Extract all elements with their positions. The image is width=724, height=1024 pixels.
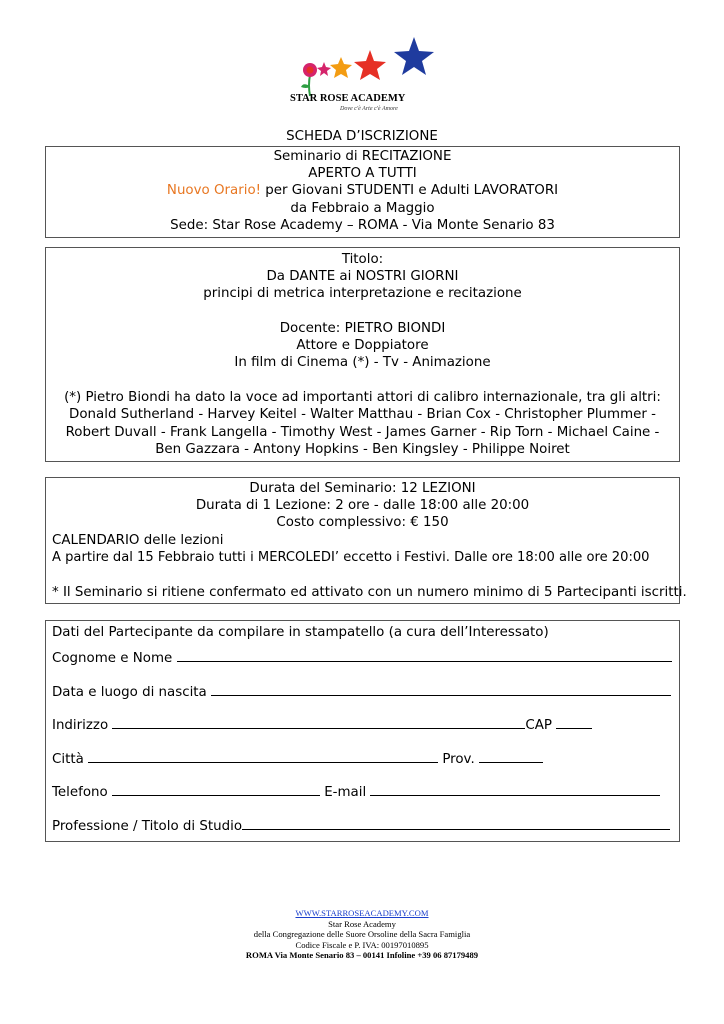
email-field[interactable] [370, 782, 660, 796]
logo-name: STAR ROSE ACADEMY [290, 93, 406, 104]
teacher-role: Attore e Doppiatore [296, 338, 429, 353]
province-field[interactable] [479, 749, 543, 763]
confirmation-note-bold: un numero minimo di 5 Partecipanti iscritti [395, 585, 683, 600]
course-subtitle: principi di metrica interpretazione e recitazione [203, 286, 522, 301]
birth-row [52, 682, 673, 702]
form-title: SCHEDA D’ISCRIZIONE [286, 129, 438, 144]
surname-name-field[interactable] [177, 648, 672, 662]
confirmation-note-start: * Il Seminario si ritiene confermato ed attivato con [52, 585, 396, 600]
lesson-duration-label: Durata di 1 Lezione: [195, 498, 336, 513]
footer-congregation: della Congregazione delle Suore Orsoline della Sacra Famiglia [253, 929, 471, 940]
footer-tax-code: Codice Fiscale e P. IVA: 00197010895 [295, 939, 429, 950]
venue-text: Sede: Star Rose Academy – ROMA - Via Monte Senario 83 [170, 218, 555, 233]
address-label: Indirizzo [52, 718, 109, 733]
orange-star-icon [330, 57, 352, 78]
province-label: Prov. [442, 752, 475, 767]
course-title: Da DANTE ai NOSTRI GIORNI [266, 269, 459, 284]
profession-field[interactable] [242, 816, 670, 830]
duration-label: Durata del Seminario: [249, 481, 401, 496]
address-field[interactable] [112, 715, 525, 729]
voice-note: (*) Pietro Biondi ha dato la voce ad importanti attori di calibro internazionale, tra gli altri: [64, 390, 661, 405]
footer-name: Star Rose Academy [328, 918, 396, 929]
period-text: da Febbraio a Maggio [290, 201, 435, 216]
website-link[interactable]: WWW.STARROSEACADEMY.COM [295, 908, 429, 918]
new-schedule-highlight: Nuovo Orario! [166, 183, 262, 198]
cost-value: € 150 [410, 515, 449, 530]
form-header: Dati del Partecipante da compilare in stampatello (a cura dell’Interessato) [52, 625, 549, 640]
teacher-label: Docente: [279, 321, 345, 336]
lesson-duration-value: 2 ore [335, 498, 370, 513]
city-label: Città [52, 752, 84, 767]
lesson-duration-line [46, 497, 679, 515]
footer [0, 908, 724, 961]
profession-row [52, 816, 673, 836]
footer-address: ROMA Via Monte Senario 83 – 00141 Infoline +39 06 87179489 [245, 950, 479, 961]
teacher-name: PIETRO BIONDI [344, 321, 446, 336]
birth-label: Data e luogo di nascita [52, 685, 207, 700]
actors-line-2: Robert Duvall - Frank Langella - Timothy West - James Garner - Rip Torn - Michael Caine - [65, 425, 660, 440]
lesson-time: - dalle 18:00 alle 20:00 [369, 498, 530, 513]
teacher-films: In film di Cinema (*) - Tv - Animazione [234, 355, 491, 370]
course-info-box [45, 247, 680, 462]
cap-label: CAP [525, 718, 552, 733]
red-star-icon [354, 50, 386, 80]
actors-line-3: Ben Gazzara - Antony Hopkins - Ben Kingsley - Philippe Noiret [155, 442, 570, 457]
cost-label: Costo complessivo: [276, 515, 411, 530]
actors-line-1: Donald Sutherland - Harvey Keitel - Walter Matthau - Brian Cox - Christopher Plummer - [69, 407, 656, 422]
blue-star-icon [394, 37, 434, 75]
cap-field[interactable] [556, 715, 592, 729]
schedule-box [45, 477, 687, 604]
surname-name-label: Cognome e Nome [52, 651, 173, 666]
birth-field[interactable] [211, 682, 671, 696]
phone-label: Telefono [52, 785, 108, 800]
duration-line [46, 480, 679, 498]
logo-tagline: Dove c'è Arte c'è Amore [340, 106, 398, 112]
phone-field[interactable] [112, 782, 320, 796]
contact-row [52, 782, 673, 802]
star-rose-logo-graphic [286, 30, 440, 112]
address-row [52, 715, 673, 735]
new-schedule-line [46, 182, 679, 200]
profession-label: Professione / Titolo di Studio [52, 819, 243, 834]
city-field[interactable] [88, 749, 438, 763]
email-label: E-mail [324, 785, 367, 800]
pink-star-icon [317, 62, 331, 76]
participant-form [45, 620, 680, 842]
title-label: Titolo: [341, 252, 384, 267]
teacher-line [46, 320, 679, 338]
cost-line [46, 514, 679, 532]
duration-value: 12 LEZIONI [400, 481, 476, 496]
calendar-heading: CALENDARIO delle lezioni [52, 533, 224, 548]
confirmation-note [52, 584, 687, 602]
seminar-title: Seminario di RECITAZIONE [273, 149, 452, 164]
confirmation-note-end: . [682, 585, 687, 600]
seminar-info-box [45, 146, 680, 238]
logo [286, 30, 440, 112]
surname-name-row [52, 648, 673, 668]
open-to-all: APERTO A TUTTI [308, 166, 417, 181]
audience-text: per Giovani STUDENTI e Adulti LAVORATORI [261, 183, 559, 198]
city-row [52, 749, 673, 769]
calendar-detail: A partire dal 15 Febbraio tutti i MERCOLEDI’ eccetto i Festivi. Dalle ore 18:00 alle ore 20:00 [52, 550, 650, 565]
